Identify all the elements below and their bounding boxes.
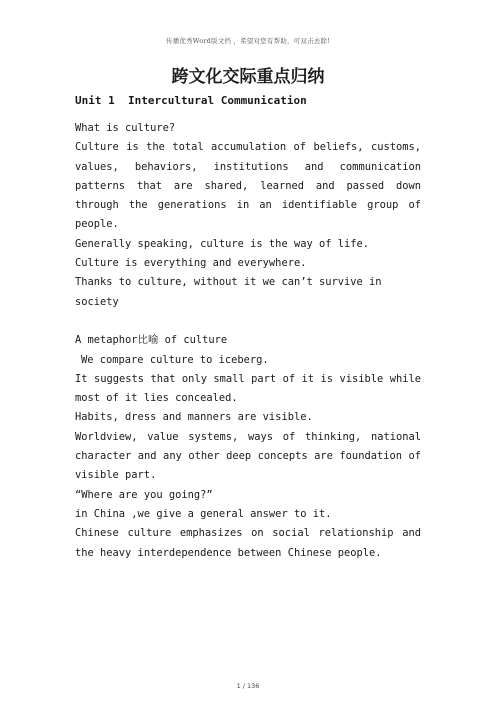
paragraph-relationship: Chinese culture emphasizes on social relationship and the heavy interdependence between Chinese people. — [75, 527, 421, 559]
unit-heading: Unit 1 Intercultural Communication — [75, 94, 307, 107]
paragraph-habits: Habits, dress and manners are visible. — [75, 411, 313, 424]
paragraph-quote: “Where are you going?” — [75, 488, 213, 501]
header-note: 传播优秀Word版文档 ，希望对您有帮助，可双击去除! — [166, 37, 330, 45]
page-title: 跨文化交际重点归纳 — [171, 67, 325, 87]
paragraph-question: What is culture? — [75, 122, 176, 134]
paragraph-way-of-life: Generally speaking, culture is the way of life. — [75, 237, 370, 250]
document-body — [75, 119, 421, 563]
paragraph-china: in China ,we give a general answer to it. — [75, 507, 332, 520]
page-number: 1 / 136 — [236, 682, 260, 690]
paragraph-gap — [75, 312, 421, 331]
paragraph-metaphor: A metaphor比喻 of culture — [75, 334, 228, 347]
paragraph-everything: Culture is everything and everywhere. — [75, 257, 307, 270]
paragraph-worldview: Worldview, value systems, ways of thinking, national character and any other deep concepts are foundation of visible part. — [75, 430, 421, 482]
paragraph-iceberg: We compare culture to iceberg. — [81, 353, 269, 366]
paragraph-definition: Culture is the total accumulation of beliefs, customs, values, behaviors, institutions and communication patterns that are shared, learned and passed down through the generations in an identifiable group of people. — [75, 141, 421, 231]
paragraph-thanks: Thanks to culture, without it we can’t survive in society — [75, 276, 382, 308]
paragraph-visible: It suggests that only small part of it is visible while most of it lies concealed. — [75, 372, 421, 405]
